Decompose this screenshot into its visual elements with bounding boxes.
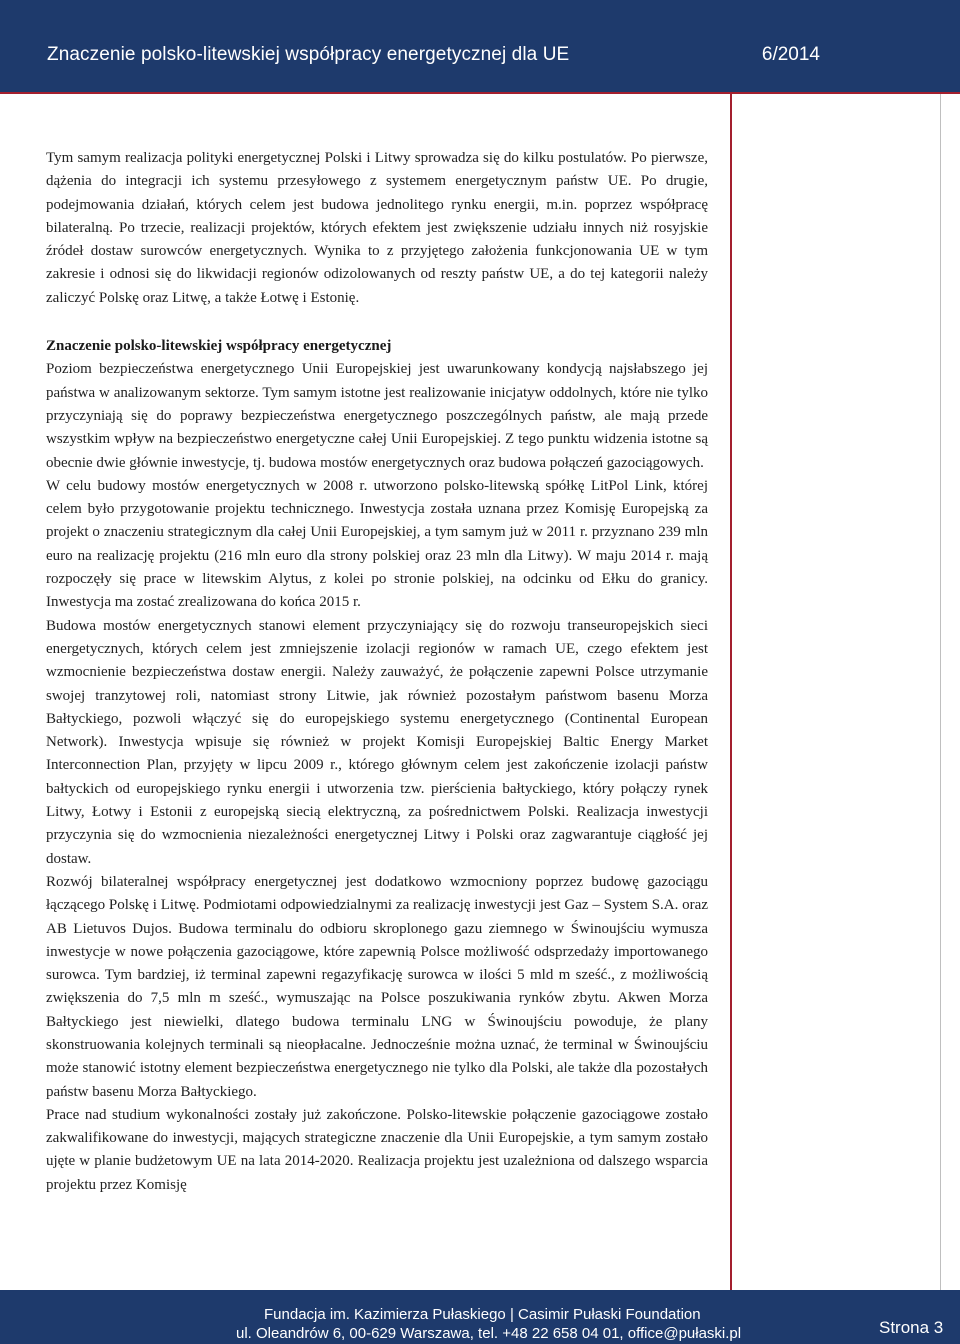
body-paragraph: Poziom bezpieczeństwa energetycznego Unii Europejskiej jest uwarunkowany kondycją najsłabszego jej państwa w analizowanym sektorze. Tym samym istotne jest realizowanie inicjatyw oddolnych, które nie tylko przyczyniają się do poprawy bezpieczeństwa energetycznego poszczególnych państw, ale mają przede wszystkim wpływ na bezpieczeństwo energetyczne całej Unii Europejskiej. Z tego punktu widzenia istotne są obecnie dwie głównie inwestycje, tj. budowa mostów energetycznych oraz budowa połączeń gazociągowych. — [46, 361, 708, 471]
body-paragraph: Budowa mostów energetycznych stanowi element przyczyniający się do rozwoju transeuropejskich sieci energetycznych, których celem jest zmniejszenie izolacji regionów w ramach UE, czego efektem jest wzmocnienie bezpieczeństwa dostaw energii. Należy zauważyć, że połączenie zapewni Polsce utrzymanie swojej tranzytowej roli, natomiast strony Litwie, jak również pozostałym państwom basenu Morza Bałtyckiego, pozwoli włączyć się do europejskiego systemu energetycznego (Continental European Network). Inwestycja wpisuje się również w projekt Komisji Europejskiej Baltic Energy Market Interconnection Plan, przyjęty w lipcu 2009 r., którego głównym celem jest zakończenie izolacji państw bałtyckich od europejskiego rynku energii i utworzenia tzw. pierścienia bałtyckiego, który połączy rynek Litwy, Łotwy i Estonii z europejską siecią elektryczną, za pośrednictwem Polski. Realizacja inwestycji przyczynia się do wzmocnienia niezależności energetycznej Litwy i Polski oraz zagwarantuje ciągłość jej dostaw. — [46, 617, 708, 867]
article-body — [46, 147, 708, 1197]
margin-rule-gray — [940, 94, 941, 1290]
body-paragraph: Prace nad studium wykonalności zostały już zakończone. Polsko-litewskie połączenie gazociągowe zostało zakwalifikowane do inwestycji, mających strategiczne znaczenie dla Unii Europejskie, a tym samym zostało ujęte w planie budżetowym UE na lata 2014-2020. Realizacja projektu jest uzależniona od dalszego wsparcia projektu przez Komisję — [46, 1106, 708, 1193]
intro-paragraph: Tym samym realizacja polityki energetycznej Polski i Litwy sprowadza się do kilku postulatów. Po pierwsze, dążenia do integracji ich systemu przesyłowego z systemem energetycznym państw UE. Po drugie, podejmowania działań, których celem jest budowa jednolitego rynku energii, m.in. poprzez współpracę bilateralną. Po trzecie, realizacji projektów, których efektem jest zwiększenie udziału innych niż rosyjskie źródeł dostaw surowców energetycznych. Wynika to z przyjętego założenia funkcjonowania UE w tym zakresie i odnosi się do likwidacji regionów odizolowanych od reszty państw UE, a do tej kategorii należy zaliczyć Polskę oraz Litwę, a także Łotwę i Estonię. — [46, 150, 708, 306]
page-header — [0, 0, 960, 94]
margin-rule-red — [730, 94, 732, 1290]
body-paragraph: W celu budowy mostów energetycznych w 2008 r. utworzono polsko-litewską spółkę LitPol Link, której celem było przygotowanie projektu technicznego. Inwestycja została uznana przez Komisję Europejską za projekt o znaczeniu strategicznym dla całej Unii Europejskiej, a tym samym już w 2011 r. przyznano 239 mln euro na realizację projektu (216 mln euro dla strony polskiej oraz 23 mln dla Litwy). W maju 2014 r. mają rozpoczęły się prace w litewskim Alytus, z kolei po stronie polskiej, na odcinku od Ełku do granicy. Inwestycja ma zostać zrealizowana do końca 2015 r. — [46, 477, 708, 611]
footer-foundation: Fundacja im. Kazimierza Pułaskiego | Casimir Pułaski Foundation — [264, 1306, 701, 1323]
body-paragraph: Rozwój bilateralnej współpracy energetycznej jest dodatkowo wzmocniony poprzez budowę gazociągu łączącego Polskę i Litwę. Podmiotami odpowiedzialnymi za realizację inwestycji jest Gaz – System S.A. oraz AB Lietuvos Dujos. Budowa terminalu do odbioru skroplonego gazu ziemnego w Świnoujściu wymusza inwestycje w nowe połączenia gazociągowe, które zapewnią Polsce możliwość odsprzedaży importowanego surowca. Tym bardziej, iż terminal zapewni regazyfikację surowca w ilości 5 mld m sześć., z możliwością zwiększenia do 7,5 mln m sześć., wymuszając na Polsce poszukiwania rynków zbytu. Akwen Morza Bałtyckiego jest niewielki, dlatego budowa terminalu LNG w Świnoujściu powoduje, że plany skonstruowania kolejnych terminali są nieopłacalne. Jednocześnie można uznać, że terminal w Świnoujściu może stanowić istotny element bezpieczeństwa energetycznego nie tylko dla Polski, ale także dla pozostałych państw basenu Morza Bałtyckiego. — [46, 873, 708, 1100]
section-heading: Znaczenie polsko-litewskiej współpracy energetycznej — [46, 338, 392, 355]
header-title: Znaczenie polsko-litewskiej współpracy energetycznej dla UE — [47, 44, 570, 65]
issue-number: 6/2014 — [761, 44, 820, 65]
footer-address: ul. Oleandrów 6, 00-629 Warszawa, tel. +48 22 658 04 01, office@pułaski.pl — [236, 1325, 742, 1342]
page-number: Strona 3 — [879, 1318, 944, 1337]
